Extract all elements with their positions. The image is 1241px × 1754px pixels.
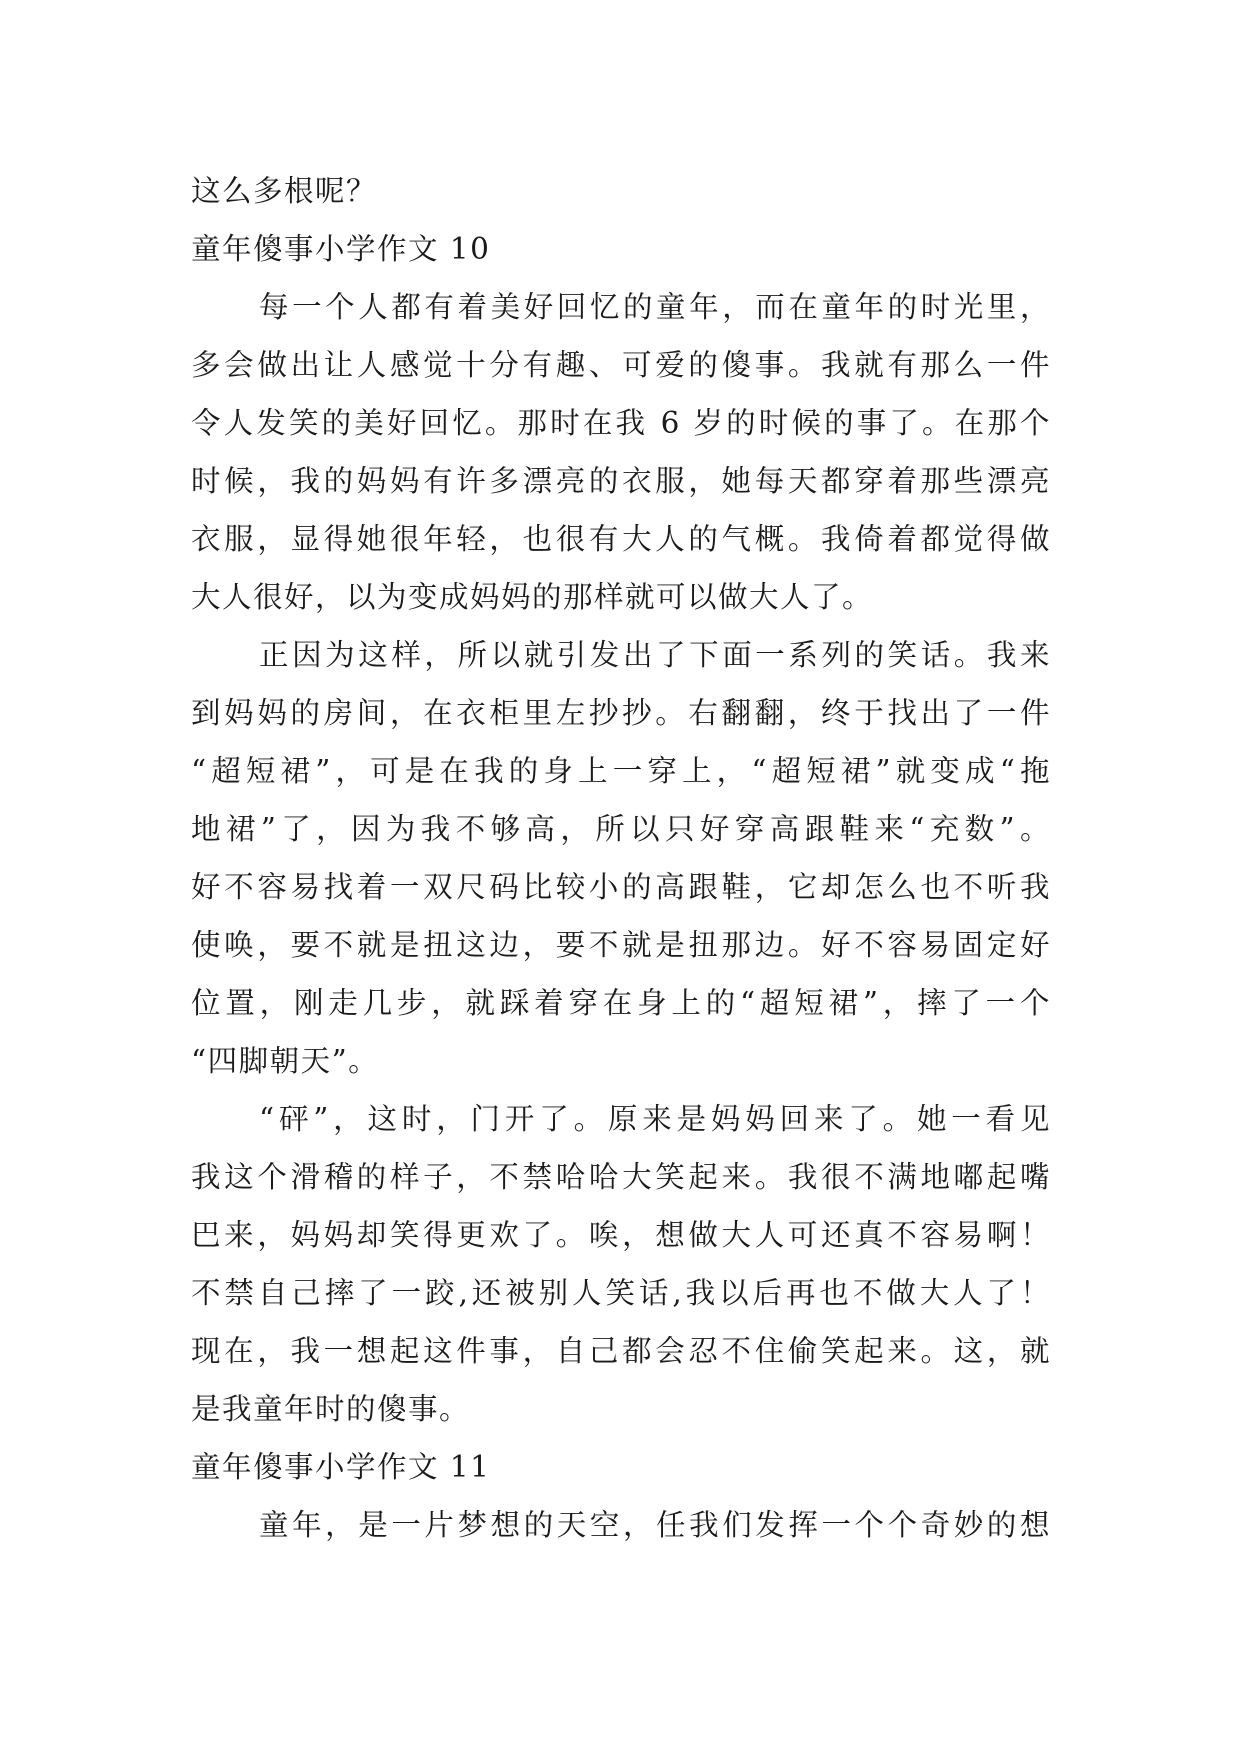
text-line: “砰”，这时，门开了。原来是妈妈回来了。她一看见 bbox=[259, 1102, 1051, 1136]
text-line: 不禁自己摔了一跤,还被别人笑话,我以后再也不做大人了！ bbox=[191, 1276, 1051, 1310]
text-line: 好不容易找着一双尺码比较小的高跟鞋，它却怎么也不听我 bbox=[191, 870, 1051, 904]
text-line: 童年傻事小学作文 11 bbox=[191, 1450, 491, 1484]
text-line: 衣服，显得她很年轻，也很有大人的气概。我倚着都觉得做 bbox=[191, 522, 1051, 556]
text-line: “四脚朝天”。 bbox=[191, 1044, 380, 1078]
text-line: 地裙”了，因为我不够高，所以只好穿高跟鞋来“充数”。 bbox=[191, 812, 1051, 846]
text-line: 大人很好，以为变成妈妈的那样就可以做大人了。 bbox=[191, 580, 874, 614]
text-line: 是我童年时的傻事。 bbox=[191, 1392, 471, 1426]
text-line: 巴来，妈妈却笑得更欢了。唉，想做大人可还真不容易啊！ bbox=[191, 1218, 1051, 1252]
text-line: 正因为这样，所以就引发出了下面一系列的笑话。我来 bbox=[259, 638, 1051, 672]
text-line: 使唤，要不就是扭这边，要不就是扭那边。好不容易固定好 bbox=[191, 928, 1051, 962]
text-line: 现在，我一想起这件事，自己都会忍不住偷笑起来。这，就 bbox=[191, 1334, 1051, 1368]
text-line: 每一个人都有着美好回忆的童年，而在童年的时光里， bbox=[259, 290, 1051, 324]
text-line: 我这个滑稽的样子，不禁哈哈大笑起来。我很不满地嘟起嘴 bbox=[191, 1160, 1051, 1194]
text-line: 童年，是一片梦想的天空，任我们发挥一个个奇妙的想 bbox=[259, 1508, 1051, 1542]
text-line: 多会做出让人感觉十分有趣、可爱的傻事。我就有那么一件 bbox=[191, 348, 1051, 382]
text-line: 令人发笑的美好回忆。那时在我 6 岁的时候的事了。在那个 bbox=[191, 406, 1051, 440]
text-line: 这么多根呢？ bbox=[191, 174, 378, 208]
text-line: 童年傻事小学作文 10 bbox=[191, 232, 491, 266]
text-line: 时候，我的妈妈有许多漂亮的衣服，她每天都穿着那些漂亮 bbox=[191, 464, 1051, 498]
text-line: 位置，刚走几步，就踩着穿在身上的“超短裙”，摔了一个 bbox=[191, 986, 1051, 1020]
essay-text bbox=[191, 162, 1051, 1554]
text-line: 到妈妈的房间，在衣柜里左抄抄。右翻翻，终于找出了一件 bbox=[191, 696, 1051, 730]
text-line: “超短裙”，可是在我的身上一穿上，“超短裙”就变成“拖 bbox=[191, 754, 1051, 788]
